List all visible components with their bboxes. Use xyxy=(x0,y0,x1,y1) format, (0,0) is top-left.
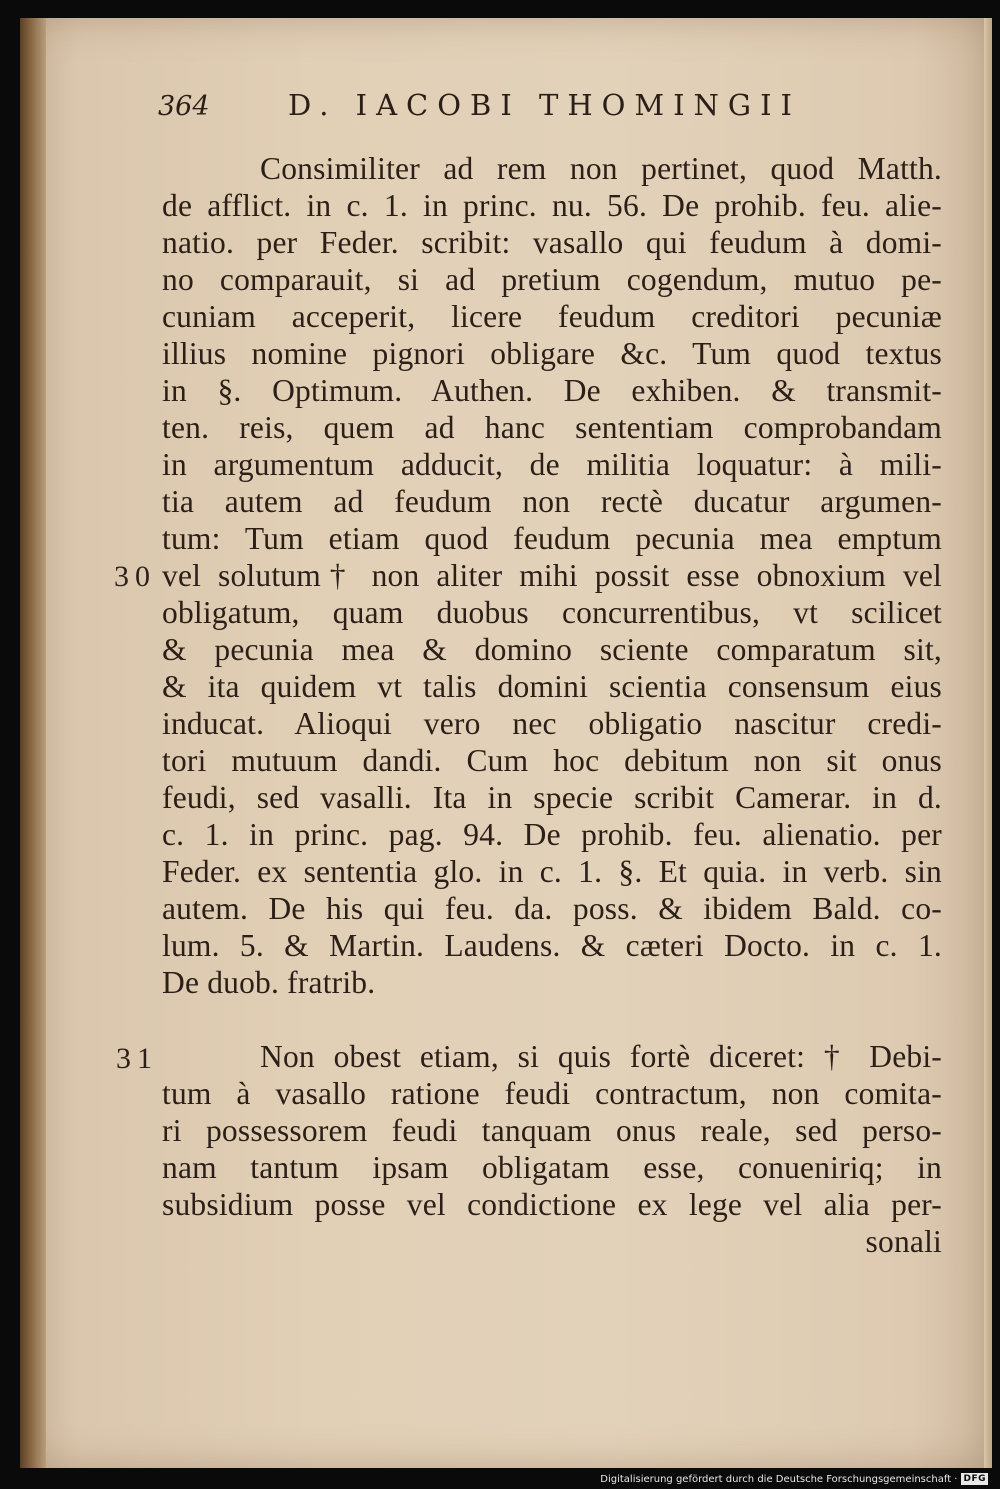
dfg-logo: DFG xyxy=(963,1474,986,1484)
catchword: sonali xyxy=(865,1224,942,1259)
text-line: Consimiliter ad rem non pertinet, quod Matth. xyxy=(260,151,942,186)
text-line: ri possessorem feudi tanquam onus reale, sed perso- xyxy=(162,1113,942,1148)
marginal-number: 30 xyxy=(114,560,156,593)
text-line: vel solutum† non aliter mihi possit esse obnoxium vel xyxy=(162,558,942,593)
paragraph-2 xyxy=(162,1038,942,1260)
text-line: in argumentum adducit, de militia loquatur: à mili- xyxy=(162,447,942,482)
text-line: obligatum, quam duobus concurrentibus, vt scilicet xyxy=(162,595,942,630)
text-line: in §. Optimum. Authen. De exhiben. & transmit- xyxy=(162,373,942,408)
text-line: nam tantum ipsam obligatam esse, conueniriq; in xyxy=(162,1150,942,1185)
text-line: De duob. fratrib. xyxy=(162,965,376,1000)
page-edge xyxy=(984,18,992,1468)
text-line: natio. per Feder. scribit: vasallo qui feudum à domi- xyxy=(162,225,942,260)
page-number: 364 xyxy=(158,91,210,122)
text-line: subsidium posse vel condictione ex lege vel alia per- xyxy=(162,1187,942,1222)
running-title: D. IACOBI THOMINGII xyxy=(288,88,802,122)
text-line: illius nomine pignori obligare &c. Tum quod textus xyxy=(162,336,942,371)
text-line: tum à vasallo ratione feudi contractum, non comita- xyxy=(162,1076,942,1111)
text-line: Non obest etiam, si quis fortè diceret: † Debi- xyxy=(260,1039,942,1074)
paragraph-1 xyxy=(162,150,942,1001)
credit-text: Digitalisierung gefördert durch die Deutsche Forschungsgemeinschaft · xyxy=(600,1473,958,1485)
marginal-number: 31 xyxy=(116,1042,158,1075)
text-line: de afflict. in c. 1. in princ. nu. 56. De prohib. feu. alie- xyxy=(162,188,942,223)
text-line: ten. reis, quem ad hanc sententiam comprobandam xyxy=(162,410,942,445)
text-line: Feder. ex sententia glo. in c. 1. §. Et quia. in verb. sin xyxy=(162,854,942,889)
binding-gutter xyxy=(20,18,46,1468)
text-line: feudi, sed vasalli. Ita in specie scribit Camerar. in d. xyxy=(162,780,942,815)
text-line: no comparauit, si ad pretium cogendum, mutuo pe- xyxy=(162,262,942,297)
text-line: tum: Tum etiam quod feudum pecunia mea emptum xyxy=(162,521,942,556)
text-line: c. 1. in princ. pag. 94. De prohib. feu. alienatio. per xyxy=(162,817,942,852)
text-line: autem. De his qui feu. da. poss. & ibidem Bald. co- xyxy=(162,891,942,926)
text-line: & ita quidem vt talis domini scientia consensum eius xyxy=(162,669,942,704)
running-head xyxy=(158,88,838,122)
digitization-credit xyxy=(600,1473,988,1485)
text-line: tori mutuum dandi. Cum hoc debitum non sit onus xyxy=(162,743,942,778)
text-line: tia autem ad feudum non rectè ducatur argumen- xyxy=(162,484,942,519)
text-line: & pecunia mea & domino sciente comparatum sit, xyxy=(162,632,942,667)
text-line: lum. 5. & Martin. Laudens. & cæteri Docto. in c. 1. xyxy=(162,928,942,963)
text-line: inducat. Alioqui vero nec obligatio nascitur credi- xyxy=(162,706,942,741)
text-line: cuniam acceperit, licere feudum creditori pecuniæ xyxy=(162,299,942,334)
